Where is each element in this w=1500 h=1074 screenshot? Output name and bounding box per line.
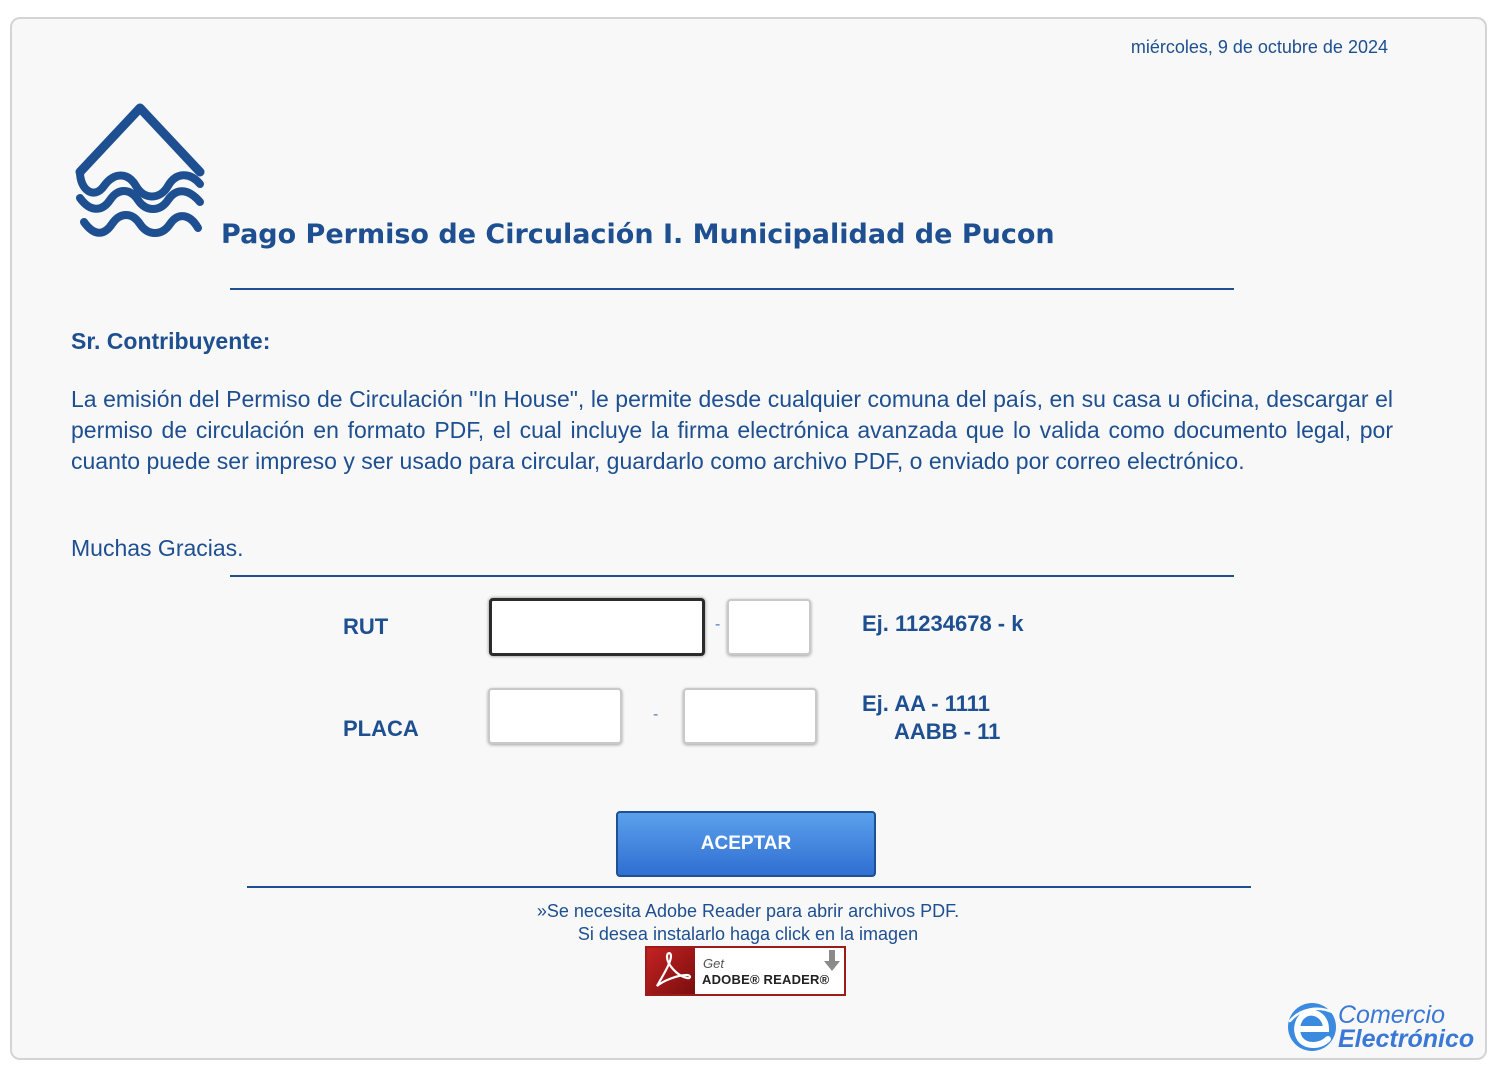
accept-button[interactable]: ACEPTAR (616, 811, 876, 877)
placa-letters-input[interactable] (488, 688, 622, 744)
salutation: Sr. Contribuyente: (71, 328, 271, 354)
brand-line2: Electrónico (1338, 1025, 1475, 1053)
placa-example-line1: Ej. AA - 1111 (862, 691, 991, 716)
placa-label: PLACA (343, 716, 419, 741)
placa-numbers-input[interactable] (683, 688, 817, 744)
municipal-waves-logo-icon (72, 100, 212, 245)
header-divider (230, 288, 1234, 290)
current-date: miércoles, 9 de octubre de 2024 (1130, 37, 1388, 57)
rut-number-input[interactable] (489, 598, 705, 656)
footer-divider (247, 886, 1251, 888)
comercio-electronico-logo-icon (1284, 999, 1340, 1055)
form-divider-top (230, 575, 1234, 577)
adobe-reader-text: ADOBE® READER® (702, 972, 830, 987)
rut-label: RUT (343, 614, 389, 639)
rut-dv-input[interactable] (727, 599, 811, 655)
adobe-get-text: Get (703, 956, 724, 971)
adobe-note-line2: Si desea instalarlo haga click en la imagen (577, 924, 919, 944)
adobe-pdf-icon (647, 948, 695, 994)
rut-separator: - (715, 616, 721, 633)
get-adobe-reader-button[interactable] (645, 946, 846, 996)
placa-example-line2: AABB - 11 (894, 719, 1001, 744)
rut-example: Ej. 11234678 - k (862, 611, 1024, 636)
comercio-electronico-brand (1284, 997, 1489, 1057)
page-title: Pago Permiso de Circulación I. Municipalidad de Pucon (221, 219, 1055, 250)
adobe-note-line1: »Se necesita Adobe Reader para abrir archivos PDF. (536, 901, 960, 921)
thanks-text: Muchas Gracias. (71, 535, 244, 561)
placa-separator: - (653, 706, 659, 723)
download-arrow-icon (824, 950, 840, 972)
intro-paragraph: La emisión del Permiso de Circulación "In House", le permite desde cualquier comuna del país, en su casa u oficina, descargar el permiso de circulación en formato PDF, el cual incluye la firma electrónica avanzada que lo valida como documento legal, por cuanto puede ser impreso y ser usado para circular, guardarlo como archivo PDF, o enviado por correo electrónico. (71, 386, 1393, 474)
brand-line1: Comercio (1338, 1001, 1445, 1029)
